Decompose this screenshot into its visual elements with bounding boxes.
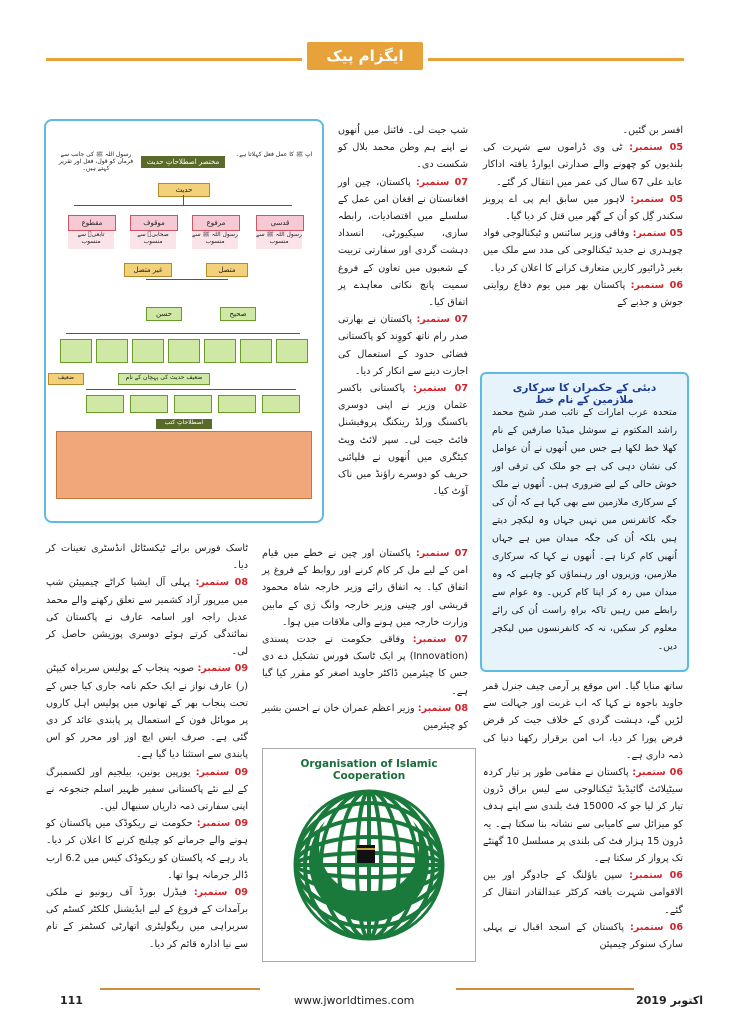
news-text: افسر بن گئیں۔: [622, 125, 683, 136]
news-date: 08 ستمبر:: [417, 702, 468, 714]
news-date: 07 ستمبر:: [412, 634, 469, 646]
news-item: [338, 311, 468, 380]
news-text: ساتھ منایا گیا۔ اس موقع پر آرمی چیف جنرل قمر جاوید باجوہ نے کہا کہ اب غربت اور جہالت سے لڑیں گے، دہشت گردی کے خلاف جیت کر قرض فرض پورا کر دیا، اب امن برقرار رکھنا دنیا کی ذمہ داری ہے۔: [483, 681, 683, 761]
diagram-node-sahih: صحیح: [220, 307, 256, 321]
left-column-news: [46, 540, 248, 953]
header-rule-left: [46, 58, 302, 61]
diagram-green-1: [60, 339, 92, 363]
news-text: وفاقی حکومت نے جدت پسندی (Innovation) پر ایک ٹاسک فورس تشکیل دے دی جس کا چیئرمین ڈاکٹر جاوید اصغر کو مقرر کیا گیا ہے۔: [262, 634, 468, 697]
news-date: 06 ستمبر:: [630, 279, 683, 291]
news-item: [338, 380, 468, 500]
news-text: وزیر اعظم عمران خان نے احسن بشیر کو چیئرمین: [262, 702, 468, 732]
diagram-root: حدیث: [158, 183, 210, 197]
diagram-connector: [183, 195, 184, 205]
news-text: حکومت نے ریکوڈک میں پاکستان کو ہونے والے جرمانے کو چیلنج کرنے کا اعلان کر دیا۔ یاد رہے کہ پاکستان کو ریکوڈک کیس میں 6.2 ارب ڈالر جرمانہ ہوا تھا۔: [46, 818, 248, 881]
news-item: [483, 225, 683, 277]
news-text: ٹی وی ڈراموں سے شہرت کی بلندیوں کو چھونے والے صدارتی ایوارڈ یافتہ اداکار عابد علی 67 سال کی عمر میں انتقال کر گئے۔: [483, 142, 683, 188]
diagram-weak-child-4: [218, 395, 256, 413]
news-item: [262, 700, 468, 734]
diagram-node-qudsi: قدسی: [256, 215, 304, 231]
news-text: پاکستانی باکسر عثمان وزیر نے اپنی دوسری باکسنگ ورلڈ رینکنگ پروفیشنل فائٹ جیت لی۔ سپر لائٹ ویٹ کیٹگری میں اُنھوں نے فلپائنی حریف کو دوسرے راؤنڈ میں ناک آؤٹ کیا۔: [338, 383, 468, 498]
diagram-green-6: [240, 339, 272, 363]
news-date: 06 ستمبر:: [632, 767, 683, 779]
diagram-weak-label: ضعیف حدیث کی پہچان کے نام: [118, 373, 210, 385]
news-text: صوبہ پنجاب کے پولیس سربراہ کیپٹن (ر) عارف نواز نے ایک حکم نامہ جاری کیا جس کے تحت پنجاب بھر کے تھانوں میں پولیس اہل کاروں پر موبائل فون کے استعمال پر پابندی عائد کر دی گئی ہے۔ صرف ایس ایچ اوز اور محرر کو اس پابندی سے استثنا دیا گیا ہے۔: [46, 663, 248, 761]
diagram-weak-child-5: [262, 395, 300, 413]
diagram-connector: [66, 333, 300, 334]
news-item: [483, 678, 683, 764]
diagram-node-mawquf: موقوف: [130, 215, 178, 231]
news-text: پاکستان، چین اور افغانستان نے افغان امن عمل کے سلسلے میں اقتصادیات، رابطہ سازی، سیکیورٹی، انسداد دہشت گردی اور سفارتی تربیت کے شعبوں میں تعاون کے فروغ سمیت پانچ نکاتی معاہدے پر اتفاق کیا۔: [338, 176, 468, 309]
news-item: [46, 884, 248, 953]
diagram-node-hasan: حسن: [146, 307, 182, 321]
dubai-letter-callout: [480, 372, 689, 672]
wide-middle-news: [262, 545, 468, 734]
news-item: [46, 815, 248, 884]
section-title: ایگزام پیک: [307, 42, 423, 70]
diagram-green-3: [132, 339, 164, 363]
news-date: 09 ستمبر:: [197, 663, 248, 675]
news-item: [262, 545, 468, 631]
news-item: [483, 277, 683, 311]
news-text: ٹاسک فورس برائے ٹیکسٹائل انڈسٹری تعینات کر دیا۔: [46, 543, 248, 572]
diagram-note-right: آپ ﷺ کا عمل فعل کہلاتا ہے۔: [235, 151, 313, 158]
diagram-note-left: رسول اللہ ﷺ کی جانب سے فرمان کو قول، فعل اور تقریر کہتے ہیں۔: [58, 151, 134, 172]
diagram-terms-label: اصطلاحاتِ کتب: [156, 419, 212, 429]
news-date: 05 ستمبر:: [630, 193, 683, 205]
news-date: 09 ستمبر:: [195, 766, 248, 778]
page-number: 111: [60, 994, 83, 1007]
diagram-node-muttasil: متصل: [206, 263, 248, 277]
news-item: [262, 631, 468, 700]
news-item: [46, 764, 248, 816]
news-text: پاکستان نے مقامی طور پر تیار کردہ سیٹیلائٹ گائیڈیڈ ٹیکنالوجی سے لیس براق ڈرون تیار کر لیا جو کہ 15000 فٹ بلندی سے اپنے ہدف کو میزائل سے کامیابی سے نشانہ بنا سکتا ہے۔ یہ ڈرون 15 ہزار فٹ کی بلندی پر مسلسل 10 گھنٹے تک پرواز کر سکتا ہے۔: [483, 767, 684, 865]
diagram-node-ghair-muttasil: غیر متصل: [124, 263, 172, 277]
diagram-weak: ضعیف: [48, 373, 84, 385]
diagram-desc-marfu: رسول اللہ ﷺ سے منسوب: [192, 231, 238, 249]
news-text: یورپین یونین، بیلجیم اور لکسمبرگ کے لیے نئے پاکستانی سفیر ظہیر اسلم جنجوعہ نے اپنی سفارتی ذمہ داریاں سنبھال لیں۔: [46, 766, 248, 813]
news-item: [338, 122, 468, 174]
hadith-terms-diagram: [44, 119, 324, 523]
news-text: سپن باؤلنگ کے جادوگر اور بین الاقوامی شہرت یافتہ کرکٹر عبدالقادر انتقال کر گئے۔: [483, 870, 683, 916]
news-item: [338, 174, 468, 312]
news-item: [483, 867, 683, 919]
oic-title: Organisation of Islamic Cooperation: [300, 758, 438, 782]
news-item: [46, 574, 248, 660]
oic-logo-figure: [262, 748, 476, 962]
diagram-weak-child-1: [86, 395, 124, 413]
website-link[interactable]: www.jworldtimes.com: [294, 994, 415, 1007]
callout-body: متحدہ عرب امارات کے نائب صدر شیخ محمد راشد المکتوم نے سوشل میڈیا صارفین کے نام کھلا خط لکھا ہے جس میں اُنھوں نے اُن عوامل کی نشان دہی کی ہے جو ملک کی ترقی اور خوش حالی کے لیے ضروری ہیں۔ اُنھوں نے ملک کے سرکاری ملازمین سے بھی کہا ہے کہ اُن کی جگہ کانفرنس میں نہیں جہاں وہ لیکچر دیتے ہیں بلکہ اُن کی جگہ میدان میں ہے جہاں اُنھیں کام کرنا ہے۔ اُنھوں نے کہا کہ سرکاری ملازمین، وزیروں اور رہنماؤں کو چاہیے کہ وہ میدان میں رہ کر اپنا کام کریں۔ وہ عوام سے رابطے میں رہیں تاکہ براہِ راست اُن کی رائے معلوم کر سکیں، نہ کہ کانفرنسوں میں لیکچر دیں۔: [492, 407, 677, 652]
news-date: 07 ستمبر:: [415, 548, 469, 559]
news-item: [483, 139, 683, 191]
news-text: لاہور میں سابق ایم پی اے پرویز سکندر گِل کو اُن کے گھر میں قتل کر دیا گیا۔: [483, 193, 683, 223]
header-rule-right: [428, 58, 684, 61]
diagram-connector: [86, 389, 296, 390]
diagram-green-4: [168, 339, 200, 363]
news-date: 08 ستمبر:: [195, 577, 248, 589]
news-text: فیڈرل بورڈ آف ریونیو نے ملکی برآمدات کے فروغ کے لیے ایڈیشنل کلکٹر کسٹم کی سربراہی میں ریگولیٹری اتھارٹی کسٹمز کے نام سے نیا ادارہ قائم کر دیا۔: [46, 887, 248, 950]
right-bottom-news: [483, 678, 683, 953]
news-item: [46, 540, 248, 574]
diagram-desc-maqtu: تابعیؒ سے منسوب: [68, 231, 114, 249]
diagram-node-maqtu: مقطوع: [68, 215, 116, 231]
news-date: 09 ستمبر:: [193, 887, 248, 899]
news-date: 06 ستمبر:: [629, 921, 683, 933]
diagram-green-7: [276, 339, 308, 363]
news-item: [483, 919, 683, 953]
news-item: [483, 122, 683, 139]
diagram-node-marfu: مرفوع: [192, 215, 240, 231]
news-date: 05 ستمبر:: [629, 142, 683, 154]
news-text: پاکستان کے اسجد اقبال نے پہلی سارک سنوکر چیمپئن: [483, 921, 683, 951]
news-item: [46, 660, 248, 763]
issue-date: اکتوبر 2019: [636, 994, 703, 1007]
news-date: 07 ستمبر:: [412, 383, 468, 395]
news-date: 05 ستمبر:: [632, 228, 683, 240]
diagram-desc-qudsi: رسول اللہ ﷺ سے منسوب: [256, 231, 302, 249]
diagram-green-2: [96, 339, 128, 363]
middle-column-news: [338, 122, 468, 500]
news-text: پاکستان نے بھارتی صدر رام ناتھ کووِند کو پاکستانی فضائی حدود کے استعمال کی اجازت دینے سے انکار کر دیا۔: [338, 314, 468, 377]
diagram-desc-mawquf: صحابیؓ سے منسوب: [130, 231, 176, 249]
news-date: 09 ستمبر:: [196, 818, 248, 830]
diagram-green-5: [204, 339, 236, 363]
news-date: 07 ستمبر:: [416, 314, 468, 326]
diagram-weak-child-3: [174, 395, 212, 413]
news-date: 06 ستمبر:: [629, 870, 683, 882]
oic-emblem-icon: [263, 749, 475, 961]
footer-rule-left: [100, 988, 260, 990]
diagram-connector: [146, 279, 228, 280]
news-item: [483, 764, 683, 867]
diagram-title: مختصر اصطلاحاتِ حدیث: [141, 156, 225, 168]
footer-rule-right: [456, 988, 634, 990]
news-text: پاکستان اور چین نے خطے میں قیام امن کے لیے مل کر کام کرنے اور روابط کے فروغ پر اتفاق کیا۔ یہ اتفاق رائے وزیر خارجہ شاہ محمود قریشی اور چینی وزیر خارجہ وانگ ژی کے مابین وزارت خارجہ میں ہونے والی ملاقات میں ہوا۔: [262, 548, 468, 628]
news-text: پہلی آل ایشیا کراٹے چیمپیئن شپ میں میرپور آزاد کشمیر سے تعلق رکھنے والے محمد عدیل راجہ اور اسامہ عارف نے پاکستان کی نمائندگی کرتے ہوئے دوسری پوزیشن حاصل کر لی۔: [46, 577, 248, 658]
diagram-terms-panel: [56, 431, 312, 499]
news-date: 07 ستمبر:: [415, 176, 469, 188]
news-item: [483, 191, 683, 225]
news-text: وفاقی وزیر سائنس و ٹیکنالوجی فواد چوہدری نے جدید ٹیکنالوجی کی مدد سے ملک میں بغیر ڈرائیور کاریں متعارف کرانے کا اعلان کر دیا۔: [483, 228, 683, 274]
diagram-weak-child-2: [130, 395, 168, 413]
news-text: پاکستان بھر میں یوم دفاع روایتی جوش و جذبے کے: [483, 279, 683, 309]
right-column-news: [483, 122, 683, 311]
callout-title: دبئی کے حکمران کا سرکاری ملازمین کے نام خط: [512, 382, 657, 406]
diagram-connector: [74, 205, 292, 206]
news-text: شپ جیت لی۔ فائنل میں اُنھوں نے اپنے ہم وطن محمد بلال کو شکست دی۔: [338, 125, 468, 171]
